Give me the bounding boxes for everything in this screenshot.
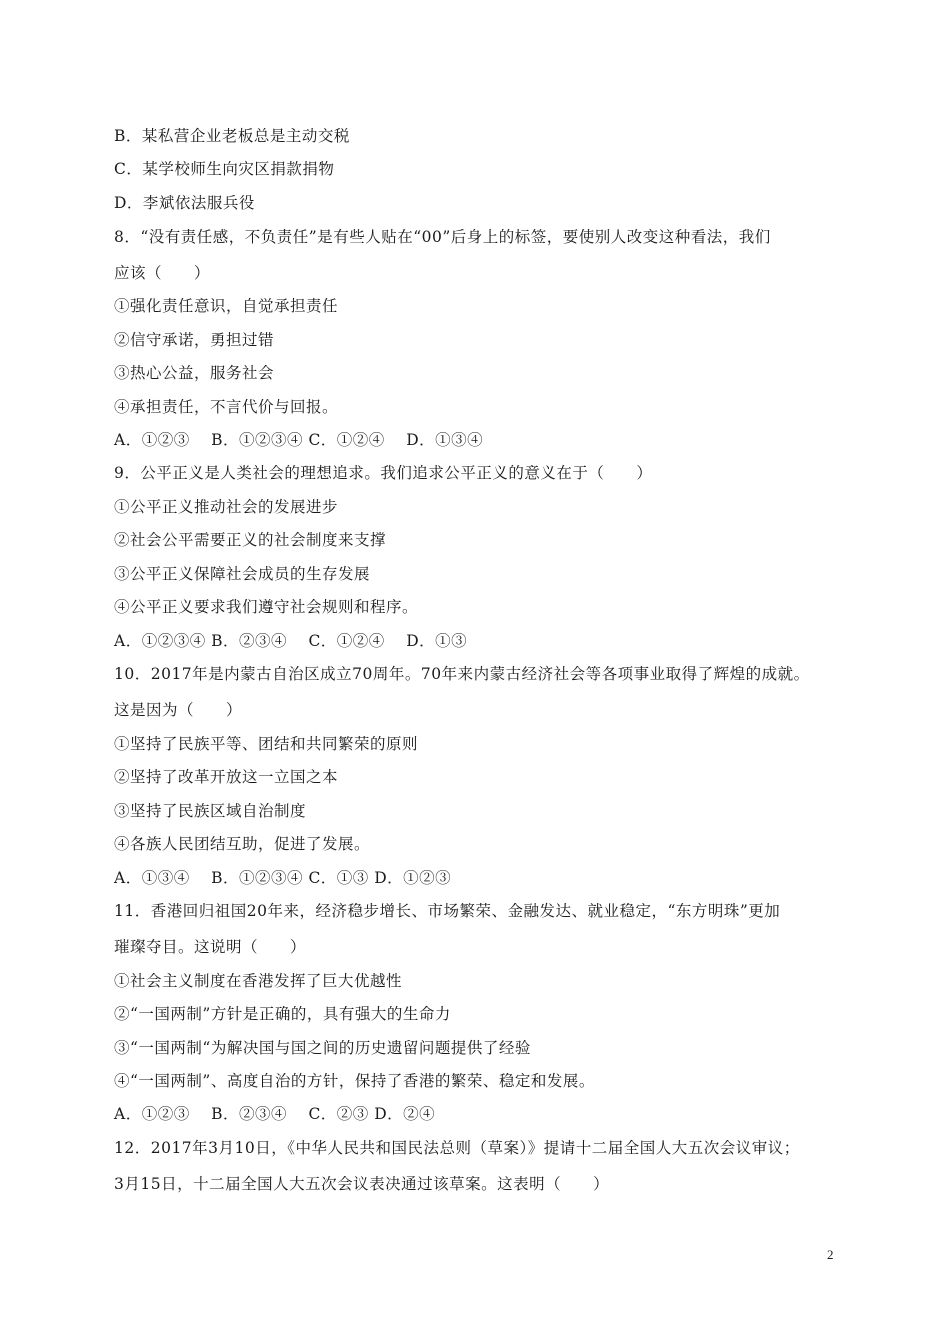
question-10-choices: A．①③④ B．①②③④ C．①③ D．①②③ — [114, 869, 452, 887]
question-9-item-4: ④公平正义要求我们遵守社会规则和程序。 — [114, 598, 419, 616]
question-8-item-4: ④承担责任，不言代价与回报。 — [114, 398, 339, 416]
question-12-stem-cont: 3月15日，十二届全国人大五次会议表决通过该草案。这表明（ ） — [114, 1175, 610, 1193]
question-10-stem: 10．2017年是内蒙古自治区成立70周年。70年来内蒙古经济社会等各项事业取得了辉煌的成就。 — [114, 665, 810, 683]
question-10-item-3: ③坚持了民族区域自治制度 — [114, 802, 307, 820]
question-8-item-3: ③热心公益，服务社会 — [114, 364, 275, 382]
question-10-item-4: ④各族人民团结互助，促进了发展。 — [114, 835, 371, 853]
question-9-item-1: ①公平正义推动社会的发展进步 — [114, 498, 339, 516]
question-9-stem: 9．公平正义是人类社会的理想追求。我们追求公平正义的意义在于（ ） — [114, 464, 653, 482]
option-d: D．李斌依法服兵役 — [114, 194, 255, 212]
question-11-item-1: ①社会主义制度在香港发挥了巨大优越性 — [114, 972, 403, 990]
question-8-item-2: ②信守承诺，勇担过错 — [114, 331, 275, 349]
question-10-item-1: ①坚持了民族平等、团结和共同繁荣的原则 — [114, 735, 419, 753]
question-11-choices: A．①②③ B．②③④ C．②③ D．②④ — [114, 1105, 436, 1123]
question-10-stem-cont: 这是因为（ ） — [114, 701, 243, 719]
option-c: C．某学校师生向灾区捐款捐物 — [114, 160, 335, 178]
question-10-item-2: ②坚持了改革开放这一立国之本 — [114, 768, 339, 786]
question-9-item-3: ③公平正义保障社会成员的生存发展 — [114, 565, 371, 583]
option-b: B．某私营企业老板总是主动交税 — [114, 127, 350, 145]
question-11-item-4: ④“一国两制”、高度自治的方针，保持了香港的繁荣、稳定和发展。 — [114, 1072, 595, 1090]
question-11-stem-cont: 璀璨夺目。这说明（ ） — [114, 938, 307, 956]
question-11-item-2: ②“一国两制”方针是正确的，具有强大的生命力 — [114, 1005, 451, 1023]
page-number: 2 — [827, 1247, 834, 1262]
question-8-choices: A．①②③ B．①②③④ C．①②④ D．①③④ — [114, 431, 484, 449]
question-11-item-3: ③“一国两制“为解决国与国之间的历史遗留问题提供了经验 — [114, 1039, 531, 1057]
question-8-item-1: ①强化责任意识，自觉承担责任 — [114, 297, 339, 315]
question-9-item-2: ②社会公平需要正义的社会制度来支撑 — [114, 531, 387, 549]
question-8-stem-cont: 应该（ ） — [114, 264, 211, 282]
question-12-stem: 12．2017年3月10日，《中华人民共和国民法总则（草案）》提请十二届全国人大五次会议审议； — [114, 1139, 800, 1157]
question-9-choices: A．①②③④ B．②③④ C．①②④ D．①③ — [114, 632, 468, 650]
question-8-stem: 8．“没有责任感，不负责任”是有些人贴在“00”后身上的标签，要使别人改变这种看法，我们 — [114, 228, 771, 246]
question-11-stem: 11．香港回归祖国20年来，经济稳步增长、市场繁荣、金融发达、就业稳定，“东方明珠”更加 — [114, 902, 781, 920]
